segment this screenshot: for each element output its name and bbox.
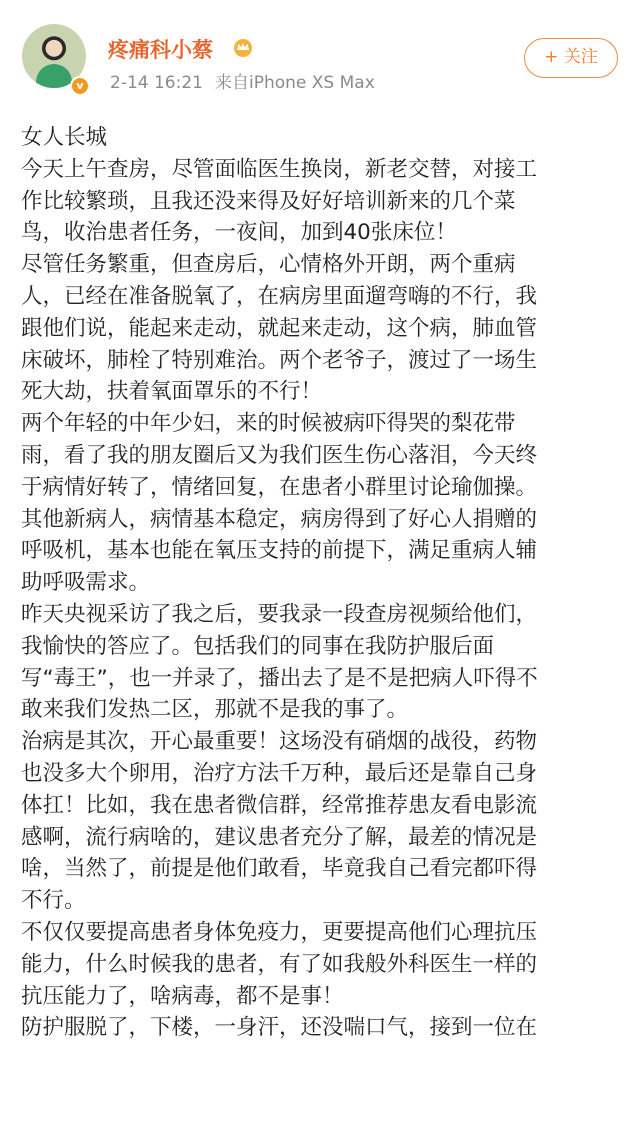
post-timestamp: 2-14 16:21 <box>110 73 203 93</box>
avatar-figure <box>36 64 72 88</box>
username-link[interactable]: 疼痛科小蔡 <box>108 38 213 62</box>
post-text-line: 也没多大个卵用，治疗方法千万种，最后还是靠自己身 <box>21 760 538 786</box>
post-text-line: 雨，看了我的朋友圈后又为我们医生伤心落泪，今天终 <box>21 442 538 468</box>
post-text-line: 其他新病人，病情基本稳定，病房得到了好心人捐赠的 <box>21 506 538 532</box>
post-text-line: 人，已经在准备脱氧了，在病房里面遛弯嗨的不行，我 <box>21 283 538 309</box>
post-text-line: 女人长城 <box>21 125 108 150</box>
post-text-line: 感啊，流行病啥的，建议患者充分了解，最差的情况是 <box>21 824 538 850</box>
post-text-line: 不仅仅要提高患者身体免疫力，更要提高他们心理抗压 <box>21 919 538 945</box>
post-text-line: 于病情好转了，情绪回复，在患者小群里讨论瑜伽操。 <box>21 474 538 500</box>
post-text-line: 床破坏，肺栓了特别难治。两个老爷子，渡过了一场生 <box>21 347 538 373</box>
post-text-line: 抗压能力了，啥病毒，都不是事！ <box>21 983 344 1009</box>
post-text-line: 跟他们说，能起来走动，就起来走动，这个病，肺血管 <box>21 315 538 341</box>
post-text-line: 啥，当然了，前提是他们敢看，毕竟我自己看完都吓得 <box>21 856 538 882</box>
vip-crown-icon <box>232 37 254 57</box>
post-text-line: 尽管任务繁重，但查房后，心情格外开朗，两个重病 <box>21 252 516 278</box>
post-text-line: 治病是其次，开心最重要！这场没有硝烟的战役，药物 <box>21 729 538 755</box>
post-text-line: 我愉快的答应了。包括我们的同事在我防护服后面 <box>21 633 495 659</box>
post-header <box>0 0 640 110</box>
post-text-line: 不行。 <box>21 888 86 914</box>
post-text-line: 昨天央视采访了我之后，要我录一段查房视频给他们， <box>21 601 538 627</box>
verified-badge-icon: v <box>70 76 90 96</box>
post-text-line: 助呼吸需求。 <box>21 570 151 596</box>
follow-button[interactable]: + 关注 <box>524 38 618 78</box>
post-text-line: 敢来我们发热二区，那就不是我的事了。 <box>21 697 409 723</box>
post-text-line: 防护服脱了，下楼，一身汗，还没喘口气，接到一位在 <box>21 1015 538 1041</box>
post-text-line: 能力，什么时候我的患者，有了如我般外科医生一样的 <box>21 951 538 977</box>
post-text-line: 体扛！比如，我在患者微信群，经常推荐患友看电影流 <box>21 792 538 818</box>
post-text-line: 死大劫，扶着氧面罩乐的不行！ <box>21 379 323 405</box>
post-text-line: 写“毒王”，也一并录了，播出去了是不是把病人吓得不 <box>21 665 538 691</box>
post-body <box>21 122 625 1044</box>
post-source: 来自iPhone XS Max <box>214 73 375 93</box>
post-text-line: 鸟，收治患者任务，一夜间，加到40张床位！ <box>21 220 457 246</box>
post-text-line: 呼吸机，基本也能在氧压支持的前提下，满足重病人辅 <box>21 538 538 564</box>
post-meta <box>110 68 375 93</box>
post-text-line: 作比较繁琐，且我还没来得及好好培训新来的几个菜 <box>21 188 516 214</box>
post-text-line: 今天上午查房，尽管面临医生换岗，新老交替，对接工 <box>21 156 538 182</box>
post-text-line: 两个年轻的中年少妇，来的时候被病吓得哭的梨花带 <box>21 411 516 437</box>
